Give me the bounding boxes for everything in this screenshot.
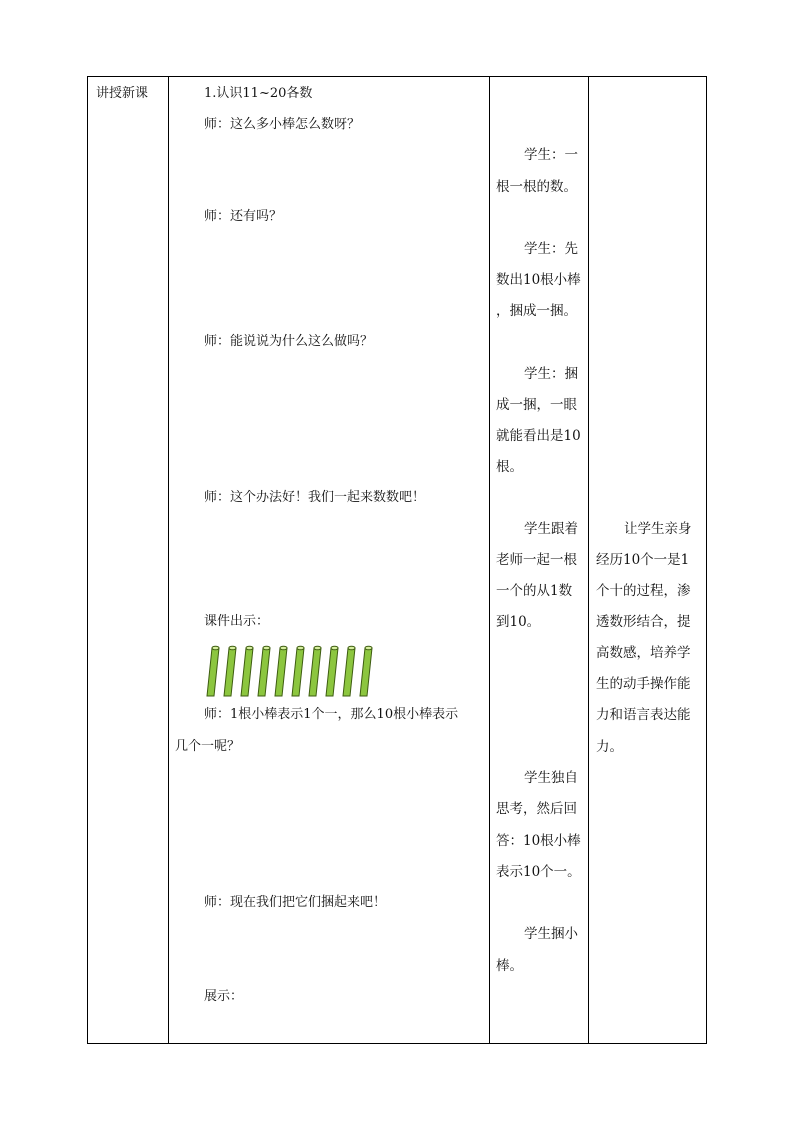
student-answer: 到10。: [496, 614, 541, 630]
teacher-question: 师：还有吗？: [204, 209, 283, 224]
stick: [224, 648, 236, 696]
intent-text: 经历10个一是1: [596, 552, 690, 568]
lesson-table: [87, 76, 707, 1044]
section-label: 讲授新课: [96, 86, 149, 101]
student-answer: 成一捆，一眼: [496, 397, 577, 413]
stick: [309, 648, 321, 696]
stick: [241, 648, 253, 696]
stick-end: [314, 646, 321, 650]
column-divider: [489, 77, 490, 1043]
stick-end: [246, 646, 253, 650]
student-answer: 学生独自: [524, 770, 578, 786]
student-answer: 学生：先: [524, 241, 578, 257]
stick: [343, 648, 355, 696]
intent-text: 力。: [596, 739, 623, 755]
intent-text: 让学生亲身: [624, 521, 692, 537]
intent-text: 生的动手操作能: [596, 676, 691, 692]
column-divider: [168, 77, 169, 1043]
intent-text: 高数感，培养学: [596, 645, 691, 661]
student-answer: 棒。: [496, 958, 523, 974]
teacher-question: 师：这个办法好！我们一起来数数吧！: [204, 490, 426, 505]
student-answer: 学生：捆: [524, 366, 578, 382]
stick: [258, 648, 270, 696]
student-answer: 学生捆小: [524, 926, 578, 942]
section-heading: 1.认识11~20各数: [204, 86, 313, 101]
student-answer: 思考，然后回: [496, 801, 577, 817]
student-answer: 数出10根小棒: [496, 272, 581, 288]
student-answer: 根一根的数。: [496, 179, 577, 195]
stick-end: [348, 646, 355, 650]
stick-end: [229, 646, 236, 650]
student-answer: 学生跟着: [524, 521, 578, 537]
teacher-question-continued: 几个一呢？: [175, 739, 241, 754]
student-answer: 一个的从1数: [496, 583, 573, 599]
stick: [207, 648, 219, 696]
stick: [360, 648, 372, 696]
student-answer: 表示10个一。: [496, 864, 581, 880]
ten-sticks-image: [204, 643, 384, 699]
stick-end: [212, 646, 219, 650]
stick: [292, 648, 304, 696]
teacher-question: 师：现在我们把它们捆起来吧！: [204, 895, 387, 910]
stick-end: [263, 646, 270, 650]
stick-end: [365, 646, 372, 650]
stick-end: [331, 646, 338, 650]
student-answer: 答：10根小棒: [496, 833, 581, 849]
student-answer: 学生：一: [524, 147, 578, 163]
intent-text: 个十的过程，渗: [596, 583, 691, 599]
courseware-label: 课件出示：: [204, 614, 270, 629]
student-answer: ，捆成一捆。: [496, 303, 577, 319]
display-label: 展示：: [204, 989, 244, 1004]
student-answer: 根。: [496, 459, 523, 475]
column-divider: [588, 77, 589, 1043]
intent-text: 透数形结合，提: [596, 614, 691, 630]
stick-end: [297, 646, 304, 650]
stick-end: [280, 646, 287, 650]
teacher-question: 师：这么多小棒怎么数呀？: [204, 117, 361, 132]
student-answer: 老师一起一根: [496, 552, 577, 568]
stick: [326, 648, 338, 696]
student-answer: 就能看出是10: [496, 428, 581, 444]
teacher-question: 师：能说说为什么这么做吗？: [204, 334, 374, 349]
intent-text: 力和语言表达能: [596, 707, 691, 723]
teacher-question: 师：1根小棒表示1个一，那么10根小棒表示: [204, 707, 459, 722]
stick: [275, 648, 287, 696]
